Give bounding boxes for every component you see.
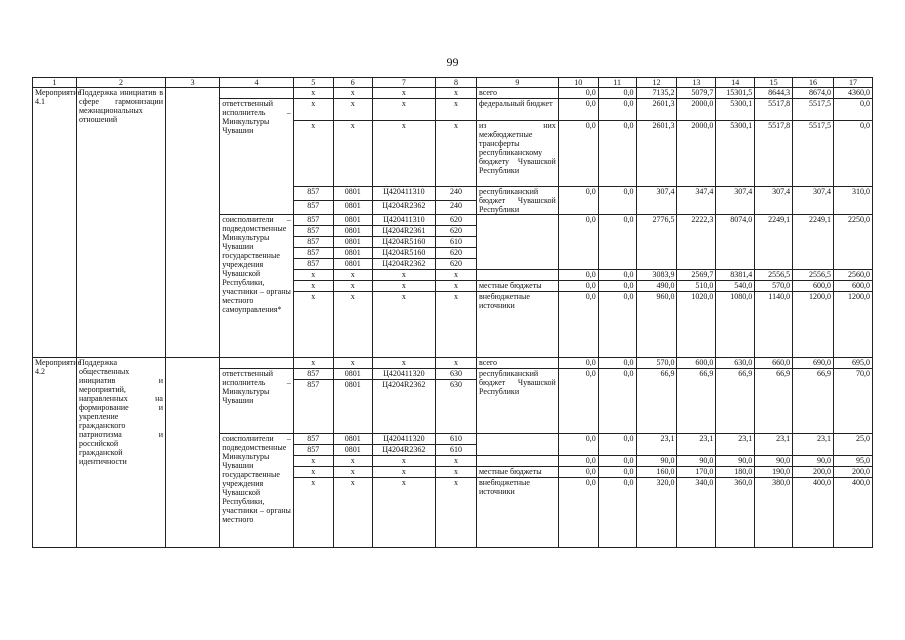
table-cell: Ц420411320 (372, 434, 435, 445)
table-cell: 160,0 (636, 467, 677, 478)
table-cell: 8644,3 (755, 88, 793, 99)
table-cell: 857 (293, 248, 333, 259)
table-cell: 2249,1 (793, 215, 834, 270)
table-cell: 1020,0 (677, 292, 716, 358)
table-cell: 380,0 (755, 478, 793, 548)
source-cell: республиканский бюджет Чувашской Республики (476, 187, 558, 215)
table-cell: 190,0 (755, 467, 793, 478)
table-cell: 8381,4 (716, 270, 755, 281)
table-cell: 0,0 (598, 121, 636, 187)
table-cell: 2776,5 (636, 215, 677, 270)
header-cell: 5 (293, 78, 333, 88)
table-cell (476, 215, 558, 270)
table-cell (165, 358, 219, 548)
table-cell: 510,0 (677, 281, 716, 292)
table-cell: 0,0 (558, 215, 598, 270)
table-cell: Ц4204R2362 (372, 445, 435, 456)
table-cell: 0,0 (558, 99, 598, 121)
table-cell: x (333, 456, 372, 467)
table-cell: 570,0 (755, 281, 793, 292)
table-cell: x (436, 478, 477, 548)
table-cell: 620 (436, 215, 477, 226)
table-cell: 0,0 (558, 270, 598, 281)
table-row (33, 358, 873, 369)
table-cell: 2569,7 (677, 270, 716, 281)
table-cell: 307,4 (636, 187, 677, 215)
table-cell: 0,0 (558, 281, 598, 292)
table-cell: 630,0 (716, 358, 755, 369)
source-cell: местные бюджеты (476, 467, 558, 478)
table-cell: 857 (293, 380, 333, 434)
table-cell: 5517,5 (793, 121, 834, 187)
source-cell: из них межбюджетные трансферты республиканскому бюджету Чувашской Республики (476, 121, 558, 187)
table-cell: 90,0 (636, 456, 677, 467)
table-cell: 5300,1 (716, 121, 755, 187)
table-cell: 2601,3 (636, 99, 677, 121)
table-cell: 320,0 (636, 478, 677, 548)
table-cell: 690,0 (793, 358, 834, 369)
table-cell: x (436, 456, 477, 467)
table-cell: x (293, 358, 333, 369)
table-cell: 240 (436, 201, 477, 215)
table-cell: 0801 (333, 187, 372, 201)
table-cell: 0,0 (558, 369, 598, 434)
table-cell: 307,4 (716, 187, 755, 215)
table-cell: 8674,0 (793, 88, 834, 99)
table-cell: x (333, 99, 372, 121)
table-cell: x (372, 99, 435, 121)
table-cell: 695,0 (833, 358, 872, 369)
table-cell: 5517,8 (755, 99, 793, 121)
header-cell: 12 (636, 78, 677, 88)
table-cell: 0,0 (558, 187, 598, 215)
table-cell: Ц4204R5160 (372, 237, 435, 248)
table-cell: 600,0 (677, 358, 716, 369)
table-cell: 0,0 (598, 358, 636, 369)
table-cell: x (372, 88, 435, 99)
table-cell: x (436, 358, 477, 369)
table-cell: 857 (293, 226, 333, 237)
table-cell: x (436, 270, 477, 281)
table-cell: 600,0 (793, 281, 834, 292)
table-cell: 630 (436, 380, 477, 434)
table-cell: 1200,0 (793, 292, 834, 358)
table-cell: 200,0 (793, 467, 834, 478)
table-cell: 660,0 (755, 358, 793, 369)
table-cell: 540,0 (716, 281, 755, 292)
table-cell: 2000,0 (677, 99, 716, 121)
table-cell: 170,0 (677, 467, 716, 478)
source-cell: федеральный бюджет (476, 99, 558, 121)
table-cell: 90,0 (755, 456, 793, 467)
table-cell: x (333, 467, 372, 478)
table-cell: 0,0 (598, 292, 636, 358)
table-cell: 66,9 (677, 369, 716, 434)
table-cell: 15301,5 (716, 88, 755, 99)
header-cell: 9 (476, 78, 558, 88)
table-cell: 340,0 (677, 478, 716, 548)
table-cell: 347,4 (677, 187, 716, 215)
table-cell: 90,0 (793, 456, 834, 467)
table-cell: 0,0 (558, 292, 598, 358)
table-cell: 400,0 (793, 478, 834, 548)
table-cell: x (293, 456, 333, 467)
table-cell: 1140,0 (755, 292, 793, 358)
table-cell: x (333, 270, 372, 281)
table-cell: 620 (436, 226, 477, 237)
table-cell: 960,0 (636, 292, 677, 358)
table-cell: x (293, 281, 333, 292)
table-cell: 0,0 (833, 121, 872, 187)
table-cell: Ц4204R2362 (372, 201, 435, 215)
table-cell: 1200,0 (833, 292, 872, 358)
table-cell: 23,1 (636, 434, 677, 456)
table-cell: 0801 (333, 201, 372, 215)
table-cell: 0,0 (598, 281, 636, 292)
table-cell: x (372, 467, 435, 478)
source-cell: местные бюджеты (476, 281, 558, 292)
table-cell: 1080,0 (716, 292, 755, 358)
table-cell: x (372, 270, 435, 281)
table-cell: x (372, 478, 435, 548)
table-cell: 0,0 (598, 88, 636, 99)
table-cell: x (436, 121, 477, 187)
header-cell: 10 (558, 78, 598, 88)
table-cell: Ц4204R2361 (372, 226, 435, 237)
table-cell: 0,0 (598, 456, 636, 467)
table-cell (476, 434, 558, 456)
header-row (33, 78, 873, 88)
table-cell: 5079,7 (677, 88, 716, 99)
table-cell: Ц420411320 (372, 369, 435, 380)
table-cell: x (372, 456, 435, 467)
table-cell: x (293, 478, 333, 548)
table-cell: 0,0 (598, 467, 636, 478)
table-cell: Ц4204R2362 (372, 380, 435, 434)
table-cell: 2250,0 (833, 215, 872, 270)
responsible-cell: ответственный исполнитель – Минкультуры Чувашии (220, 99, 294, 215)
table-cell: 2000,0 (677, 121, 716, 187)
table-cell: 8074,0 (716, 215, 755, 270)
table-cell: 0801 (333, 445, 372, 456)
coexecutor-cell: соисполнители – подведомственные Минкультуры Чувашии государственные учреждения Чувашской Республики, участники – органы местного самоуправления* (220, 215, 294, 358)
table-cell: 70,0 (833, 369, 872, 434)
table-cell: 0,0 (598, 99, 636, 121)
table-cell: 857 (293, 201, 333, 215)
table-cell: 857 (293, 259, 333, 270)
table-cell: 600,0 (833, 281, 872, 292)
table-cell: 857 (293, 434, 333, 445)
header-cell: 7 (372, 78, 435, 88)
table-cell: 0801 (333, 248, 372, 259)
table-cell: 360,0 (716, 478, 755, 548)
table-cell: x (293, 121, 333, 187)
table-cell: 0,0 (833, 99, 872, 121)
table-cell: x (333, 281, 372, 292)
budget-table (32, 77, 873, 548)
coexecutor-cell: соисполнители – подведомственные Минкультуры Чувашии государственные учреждения Чувашской Республики, участники – органы местного (220, 434, 294, 548)
event-cell: Мероприятие 4.2 (33, 358, 77, 548)
table-cell: 23,1 (793, 434, 834, 456)
table-cell: 490,0 (636, 281, 677, 292)
table-cell: 307,4 (793, 187, 834, 215)
table-cell: 25,0 (833, 434, 872, 456)
table-cell: 0,0 (558, 358, 598, 369)
event-cell: Мероприятие 4.1 (33, 88, 77, 358)
table-cell: 7135,2 (636, 88, 677, 99)
table-cell: 310,0 (833, 187, 872, 215)
table-cell: 0801 (333, 259, 372, 270)
table-cell (220, 358, 294, 369)
description-cell: Поддержка общественных инициатив и мероприятий, направленных на формирование и укрепление гражданского патриотизма и российской гражданской идентичности (76, 358, 165, 548)
table-cell: 0801 (333, 380, 372, 434)
source-cell (476, 456, 558, 467)
table-cell: x (436, 292, 477, 358)
table-cell: 3083,9 (636, 270, 677, 281)
table-cell: 2556,5 (793, 270, 834, 281)
table-cell: 620 (436, 248, 477, 259)
table-cell: 240 (436, 187, 477, 201)
table-cell: 2556,5 (755, 270, 793, 281)
table-cell: 2249,1 (755, 215, 793, 270)
table-cell: 2560,0 (833, 270, 872, 281)
header-cell: 2 (76, 78, 165, 88)
table-cell: 0,0 (598, 369, 636, 434)
table-cell: 0801 (333, 369, 372, 380)
table-cell: 307,4 (755, 187, 793, 215)
header-cell: 1 (33, 78, 77, 88)
table-cell: 95,0 (833, 456, 872, 467)
table-cell: x (293, 467, 333, 478)
header-cell: 15 (755, 78, 793, 88)
table-cell: x (436, 99, 477, 121)
table-cell: x (333, 88, 372, 99)
table-cell: 857 (293, 369, 333, 380)
table-cell: 66,9 (636, 369, 677, 434)
table-cell: 0801 (333, 215, 372, 226)
table-cell: 630 (436, 369, 477, 380)
header-cell: 17 (833, 78, 872, 88)
header-cell: 4 (220, 78, 294, 88)
description-cell: Поддержка инициатив в сфере гармонизации межнациональных отношений (76, 88, 165, 358)
header-cell: 16 (793, 78, 834, 88)
table-cell: 0801 (333, 237, 372, 248)
table-cell: 180,0 (716, 467, 755, 478)
table-cell: 0,0 (558, 121, 598, 187)
table-cell: x (333, 478, 372, 548)
table-cell: 4360,0 (833, 88, 872, 99)
table-cell: x (436, 467, 477, 478)
table-cell: Ц420411310 (372, 215, 435, 226)
table-cell (165, 88, 219, 358)
table-row (33, 88, 873, 99)
table-cell: x (436, 88, 477, 99)
table-cell: 23,1 (677, 434, 716, 456)
source-cell: всего (476, 88, 558, 99)
table-cell: 2601,3 (636, 121, 677, 187)
table-cell: x (293, 88, 333, 99)
header-cell: 14 (716, 78, 755, 88)
table-cell: 0801 (333, 434, 372, 445)
table-cell: 200,0 (833, 467, 872, 478)
table-cell: x (372, 292, 435, 358)
table-cell: 66,9 (793, 369, 834, 434)
table-cell: 5517,8 (755, 121, 793, 187)
table-cell: x (372, 358, 435, 369)
table-cell: 0,0 (558, 88, 598, 99)
table-cell: x (293, 270, 333, 281)
table-cell: 5517,5 (793, 99, 834, 121)
table-cell: 90,0 (716, 456, 755, 467)
table-cell: 0,0 (598, 187, 636, 215)
table-cell: x (436, 281, 477, 292)
source-cell: внебюджетные источники (476, 478, 558, 548)
table-cell: x (293, 292, 333, 358)
responsible-cell: ответственный исполнитель – Минкультуры Чувашии (220, 369, 294, 434)
table-cell: x (372, 281, 435, 292)
table-cell: 570,0 (636, 358, 677, 369)
table-cell: 0,0 (558, 478, 598, 548)
table-cell: 610 (436, 237, 477, 248)
table-cell: 0,0 (558, 456, 598, 467)
table-cell: 857 (293, 445, 333, 456)
table-cell: 0,0 (598, 215, 636, 270)
source-cell: республиканский бюджет Чувашской Республики (476, 369, 558, 434)
table-cell: x (293, 99, 333, 121)
table-cell: 23,1 (716, 434, 755, 456)
table-cell: 23,1 (755, 434, 793, 456)
source-cell: внебюджетные источники (476, 292, 558, 358)
table-cell: 400,0 (833, 478, 872, 548)
table-cell: Ц4204R2362 (372, 259, 435, 270)
table-cell: 620 (436, 259, 477, 270)
table-cell: 0,0 (598, 270, 636, 281)
source-cell: всего (476, 358, 558, 369)
table-cell: 66,9 (716, 369, 755, 434)
header-cell: 3 (165, 78, 219, 88)
table-cell: 66,9 (755, 369, 793, 434)
table-cell: Ц4204R5160 (372, 248, 435, 259)
table-cell: 0,0 (598, 434, 636, 456)
table-cell: 857 (293, 215, 333, 226)
table-cell: 0,0 (558, 467, 598, 478)
table-cell: 5300,1 (716, 99, 755, 121)
table-cell: 90,0 (677, 456, 716, 467)
table-cell: Ц420411310 (372, 187, 435, 201)
table-cell: 0801 (333, 226, 372, 237)
table-cell: 610 (436, 445, 477, 456)
page-number: 99 (446, 55, 459, 69)
table-cell: 857 (293, 187, 333, 201)
table-cell: 2222,3 (677, 215, 716, 270)
table-cell: x (333, 292, 372, 358)
table-cell: 610 (436, 434, 477, 445)
table-cell: 0,0 (558, 434, 598, 456)
table-cell: 0,0 (598, 478, 636, 548)
header-cell: 13 (677, 78, 716, 88)
table-cell: 857 (293, 237, 333, 248)
table-cell: x (372, 121, 435, 187)
header-cell: 8 (436, 78, 477, 88)
table-cell (220, 88, 294, 99)
source-cell (476, 270, 558, 281)
header-cell: 11 (598, 78, 636, 88)
table-cell: x (333, 358, 372, 369)
header-cell: 6 (333, 78, 372, 88)
table-cell: x (333, 121, 372, 187)
